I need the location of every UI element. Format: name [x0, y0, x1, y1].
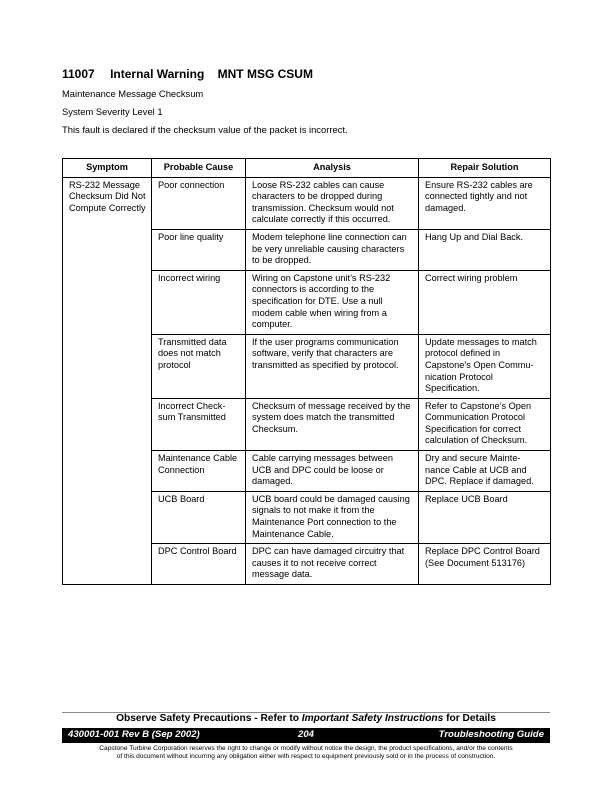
cause-cell: Poor connection	[152, 177, 246, 229]
repair-cell: Replace DPC Control Board (See Document 513176)	[419, 544, 551, 585]
table-row	[63, 177, 551, 229]
cause-cell: Incorrect Check-sum Transmitted	[152, 398, 246, 450]
column-header-analysis: Analysis	[246, 159, 419, 178]
cause-cell: DPC Control Board	[152, 544, 246, 585]
cause-cell: UCB Board	[152, 491, 246, 543]
analysis-cell: UCB board could be damaged causing signals to not make it from the Maintenance Port connection to the Maintenance Cable.	[246, 491, 419, 543]
analysis-cell: If the user programs communication software, verify that characters are transmitted as specified by protocol.	[246, 334, 419, 398]
cause-cell: Poor line quality	[152, 229, 246, 270]
fault-name: Maintenance Message Checksum	[62, 88, 204, 99]
safety-prefix: Observe Safety Precautions - Refer to	[116, 713, 302, 724]
analysis-cell: Checksum of message received by the system does match the transmitted Checksum.	[246, 398, 419, 450]
cause-cell: Transmitted data does not match protocol	[152, 334, 246, 398]
section-heading	[62, 67, 313, 81]
analysis-cell: DPC can have damaged circuitry that causes it to not receive correct message data.	[246, 544, 419, 585]
fault-tag: MNT MSG CSUM	[217, 67, 313, 81]
analysis-cell: Loose RS-232 cables can cause characters to be dropped during transmission. Checksum would not calculate correctly if this occurred.	[246, 177, 419, 229]
analysis-cell: Modem telephone line connection can be very unreliable causing characters to be dropped.	[246, 229, 419, 270]
repair-cell: Dry and secure Mainte-nance Cable at UCB and DPC. Replace if damaged.	[419, 451, 551, 492]
repair-cell: Hang Up and Dial Back.	[419, 229, 551, 270]
analysis-cell: Cable carrying messages between UCB and DPC could be loose or damaged.	[246, 451, 419, 492]
footer-bar	[62, 728, 550, 743]
repair-cell: Replace UCB Board	[419, 491, 551, 543]
safety-instructions-reference: Important Safety Instructions	[301, 713, 444, 724]
analysis-cell: Wiring on Capstone unit’s RS-232 connectors is according to the specification for DTE. Use a null modem cable when wiring from a computer.	[246, 270, 419, 334]
column-header-repair: Repair Solution	[419, 159, 551, 178]
repair-cell: Ensure RS-232 cables are connected tightly and not damaged.	[419, 177, 551, 229]
fault-description: This fault is declared if the checksum value of the packet is incorrect.	[62, 124, 348, 135]
column-header-cause: Probable Cause	[152, 159, 246, 178]
cause-cell: Incorrect wiring	[152, 270, 246, 334]
repair-cell: Correct wiring problem	[419, 270, 551, 334]
guide-name: Troubleshooting Guide	[438, 729, 544, 740]
legal-disclaimer	[62, 745, 550, 762]
symptom-cell: RS-232 Message Checksum Did Not Compute Correctly	[63, 177, 152, 584]
cause-cell: Maintenance Cable Connection	[152, 451, 246, 492]
repair-cell: Refer to Capstone’s Open Communication Protocol Specification for correct calculation of Checksum.	[419, 398, 551, 450]
fault-code: 11007	[62, 67, 95, 81]
safety-notice	[62, 713, 550, 724]
legal-line: of this document without incurring any obligation either with respect to equipment previously sold or in the process of construction.	[116, 753, 496, 761]
legal-line: Capstone Turbine Corporation reserves the right to change or modify without notice the design, the product specifications, and/or the contents	[99, 745, 513, 752]
repair-cell: Update messages to match protocol defined in Capstone’s Open Commu-nication Protocol Specification.	[419, 334, 551, 398]
troubleshooting-table	[62, 158, 551, 585]
column-header-symptom: Symptom	[63, 159, 152, 178]
table-header-row	[63, 159, 551, 178]
severity-level: System Severity Level 1	[62, 106, 163, 117]
safety-suffix: for Details	[443, 713, 496, 724]
document-number: 430001-001 Rev B (Sep 2002)	[68, 729, 200, 740]
fault-title: Internal Warning	[110, 67, 205, 81]
page-number: 204	[297, 729, 314, 740]
